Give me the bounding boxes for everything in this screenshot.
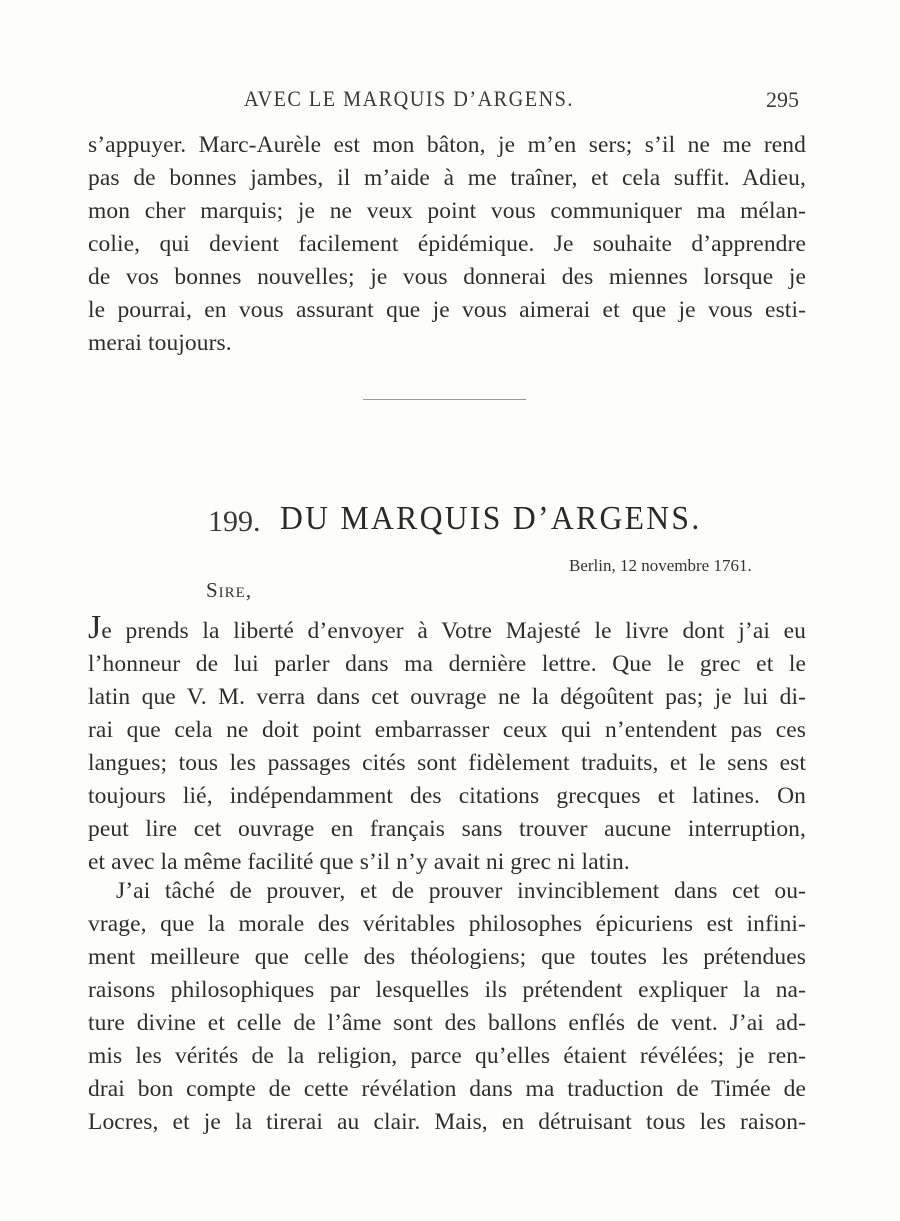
salutation: Sire, (206, 578, 253, 602)
text-line (88, 609, 806, 646)
text-line: langues; tous les passages cités sont fidèlement traduits, et le sens est (88, 750, 806, 776)
text-line: Locres, et je la tirerai au clair. Mais, en détruisant tous les raison- (88, 1109, 806, 1135)
text-line: l’honneur de lui parler dans ma dernière lettre. Que le grec et le (88, 651, 806, 677)
text-line: drai bon compte de cette révélation dans ma traduction de Timée de (88, 1076, 806, 1102)
text-line: merai toujours. (88, 330, 232, 356)
running-title: AVEC LE MARQUIS D’ARGENS. (244, 86, 574, 111)
drop-cap: J (88, 609, 102, 646)
text-line: ture divine et celle de l’âme sont des ballons enflés de vent. J’ai ad- (88, 1010, 806, 1036)
text-line: vrage, que la morale des véritables philosophes épicuriens est infini- (88, 911, 806, 937)
page-number: 295 (766, 87, 799, 112)
text-line: rai que cela ne doit point embarrasser ceux qui n’entendent pas ces (88, 717, 806, 743)
text-line: raisons philosophiques par lesquelles ils prétendent expliquer la na- (88, 977, 806, 1003)
text-line: mon cher marquis; je ne veux point vous communiquer ma mélan- (88, 198, 806, 224)
text-line-content: e prends la liberté d’envoyer à Votre Majesté le livre dont j’ai eu (101, 618, 806, 644)
text-line: toujours lié, indépendamment des citations grecques et latines. On (88, 783, 806, 809)
text-line: le pourrai, en vous assurant que je vous aimerai et que je vous esti- (88, 297, 806, 323)
text-line: ment meilleure que celle des théologiens; que toutes les prétendues (88, 944, 806, 970)
text-line: colie, qui devient facilement épidémique. Je souhaite d’apprendre (88, 231, 806, 257)
dateline: Berlin, 12 novembre 1761. (569, 556, 752, 575)
section-divider (363, 399, 526, 400)
text-line: et avec la même facilité que s’il n’y avait ni grec ni latin. (88, 849, 630, 875)
text-line: mis les vérités de la religion, parce qu’elles étaient révélées; je ren- (88, 1043, 806, 1069)
text-line: de vos bonnes nouvelles; je vous donnerai des miennes lorsque je (88, 264, 806, 290)
text-line: pas de bonnes jambes, il m’aide à me traîner, et cela suffit. Adieu, (88, 165, 806, 191)
letter-number: 199. (208, 505, 261, 538)
text-line: J’ai tâché de prouver, et de prouver invinciblement dans cet ou- (116, 878, 806, 904)
text-line: peut lire cet ouvrage en français sans trouver aucune interruption, (88, 816, 806, 842)
text-line: s’appuyer. Marc-Aurèle est mon bâton, je m’en sers; s’il ne me rend (88, 132, 806, 158)
text-line: latin que V. M. verra dans cet ouvrage ne la dégoûtent pas; je lui di- (88, 684, 806, 710)
letter-title: DU MARQUIS D’ARGENS. (280, 500, 702, 537)
